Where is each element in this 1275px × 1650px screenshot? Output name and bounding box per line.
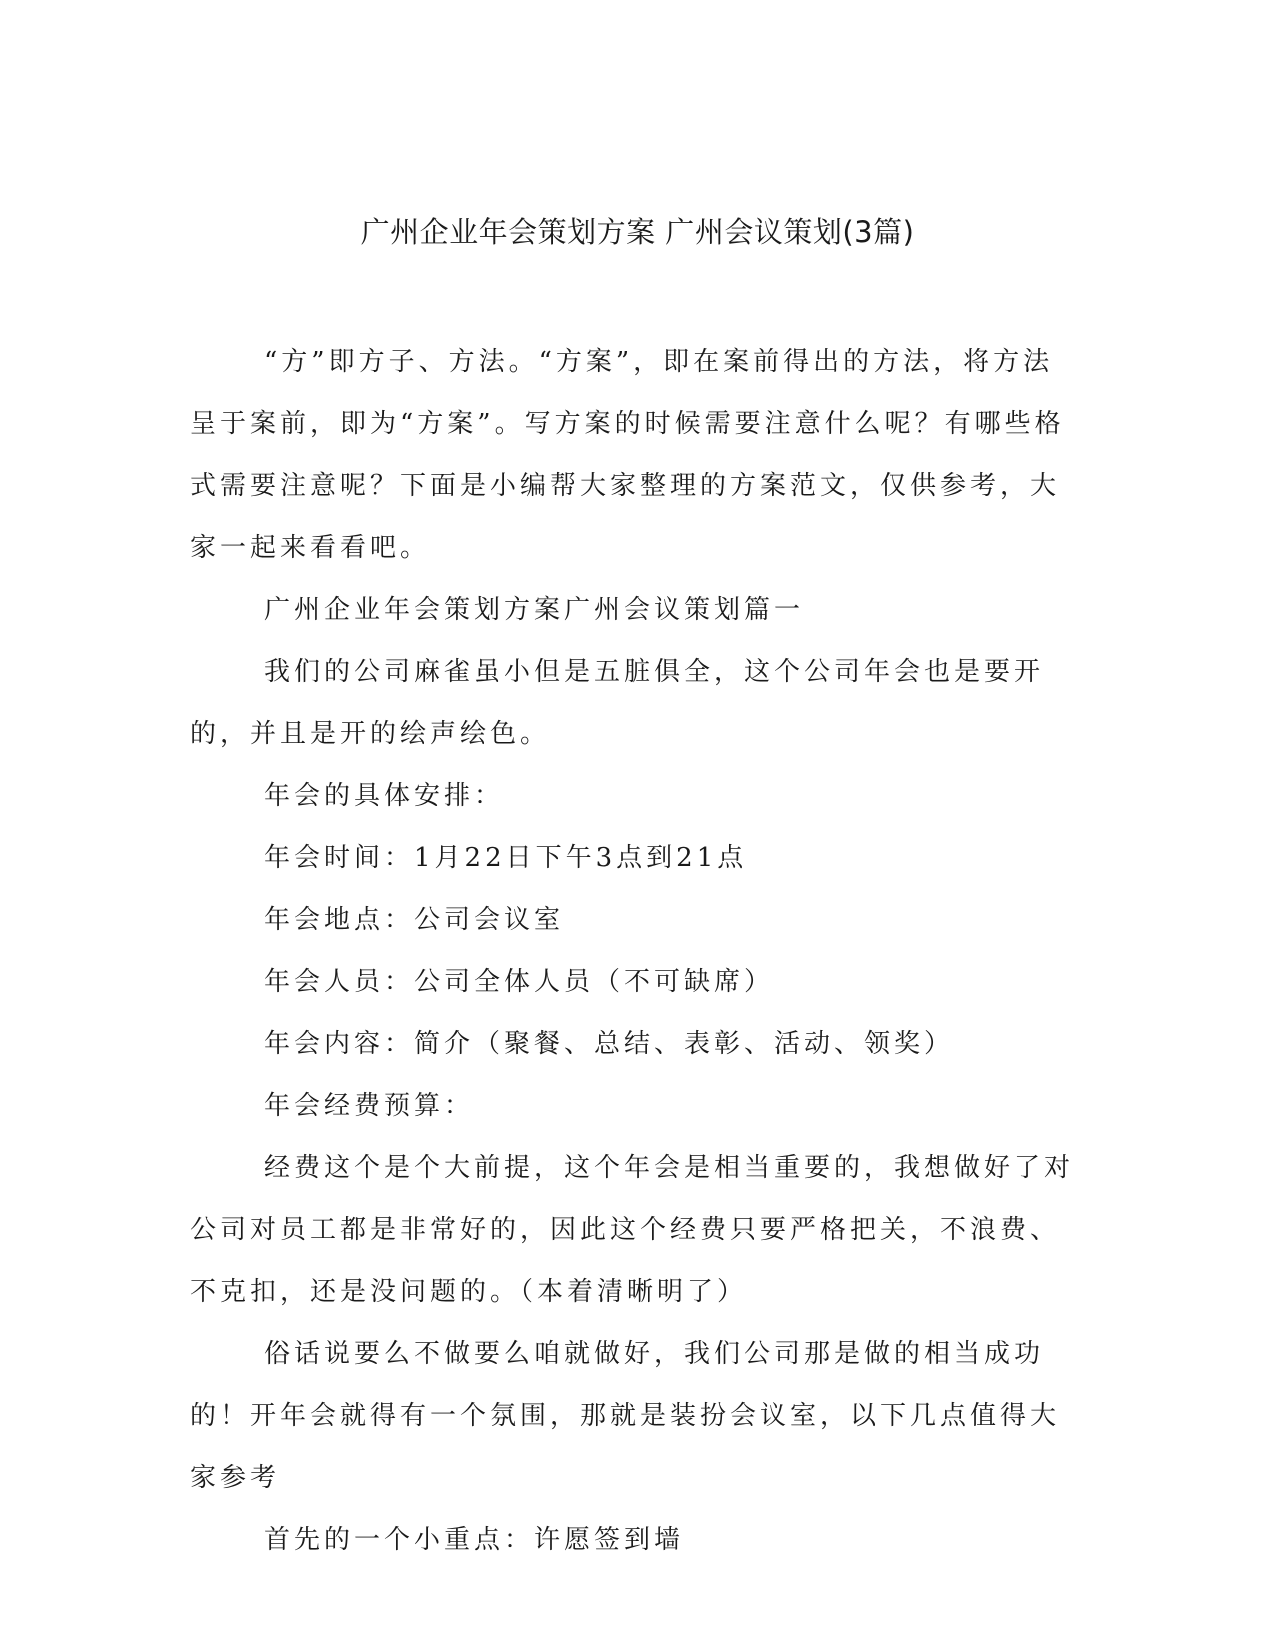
paragraph-budget-heading: 年会经费预算： [264, 1091, 475, 1121]
paragraph-attendees: 年会人员：公司全体人员（不可缺席） [264, 967, 775, 997]
paragraph-time: 年会时间：1月22日下午3点到21点 [264, 843, 748, 873]
paragraph-arrangement: 年会的具体安排： [264, 781, 505, 811]
paragraph-company: 我们的公司麻雀虽小但是五脏俱全，这个公司年会也是要开的，并且是开的绘声绘色。 [190, 657, 1045, 749]
paragraph-intro: “方”即方子、方法。“方案”，即在案前得出的方法，将方法呈于案前，即为“方案”。写方案的时候需要注意什么呢？有哪些格式需要注意呢？下面是小编帮大家整理的方案范文，仅供参考，大家一起来看看吧。 [190, 347, 1065, 563]
paragraph-budget: 经费这个是个大前提，这个年会是相当重要的，我想做好了对公司对员工都是非常好的，因此这个经费只要严格把关，不浪费、不克扣，还是没问题的。（本着清晰明了） [190, 1153, 1075, 1307]
paragraph-wish-wall: 首先的一个小重点：许愿签到墙 [264, 1525, 685, 1555]
paragraph-decoration: 俗话说要么不做要么咱就做好，我们公司那是做的相当成功的！开年会就得有一个氛围，那就是装扮会议室，以下几点值得大家参考 [190, 1339, 1061, 1493]
document-title: 广州企业年会策划方案 广州会议策划(3篇) [360, 215, 915, 249]
paragraph-section-heading: 广州企业年会策划方案广州会议策划篇一 [264, 595, 805, 625]
paragraph-content: 年会内容：简介（聚餐、总结、表彰、活动、领奖） [264, 1029, 955, 1059]
paragraph-location: 年会地点：公司会议室 [264, 905, 565, 935]
document-body [190, 331, 1080, 1571]
